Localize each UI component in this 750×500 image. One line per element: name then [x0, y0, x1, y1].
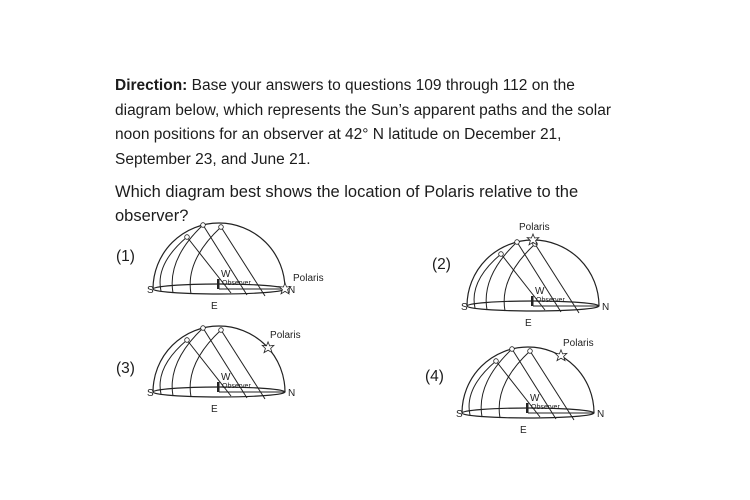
- north-label: N: [288, 388, 296, 399]
- option-3-label: (3): [116, 360, 135, 377]
- east-label: E: [211, 301, 218, 312]
- option-4-diagram: [456, 338, 604, 436]
- option-1-diagram: [147, 223, 324, 312]
- north-label: N: [602, 302, 610, 313]
- solar-noon-sun: [499, 252, 504, 257]
- polaris-label: Polaris: [270, 329, 301, 341]
- solar-noon-sun: [185, 338, 190, 343]
- observer-marker: [217, 382, 251, 392]
- polaris-label: Polaris: [563, 337, 594, 349]
- west-label: W: [221, 269, 231, 280]
- star-icon: [555, 350, 567, 361]
- option-3-diagram: [147, 326, 301, 415]
- polaris-label: Polaris: [293, 273, 324, 284]
- option-4-label: (4): [425, 368, 444, 385]
- solar-noon-sun: [515, 240, 520, 245]
- option-2-label: (2): [432, 256, 451, 273]
- observer-label: Observer: [531, 404, 560, 411]
- south-label: S: [461, 302, 468, 313]
- observer-figure: [526, 403, 529, 413]
- observer-figure: [217, 279, 220, 289]
- south-label: S: [147, 285, 154, 296]
- solar-noon-sun: [528, 349, 533, 354]
- observer-label: Observer: [536, 297, 565, 304]
- north-label: N: [597, 409, 605, 420]
- solar-noon-sun: [201, 326, 206, 331]
- polaris-label: Polaris: [519, 222, 550, 233]
- observer-marker: [526, 403, 560, 413]
- observer-marker: [217, 279, 251, 289]
- option-2-diagram: [461, 222, 609, 329]
- west-label: W: [535, 286, 545, 297]
- solar-noon-sun: [219, 225, 224, 230]
- sun-path: [469, 361, 496, 415]
- south-label: S: [147, 388, 154, 399]
- option-1-label: (1): [116, 248, 135, 265]
- solar-noon-sun: [185, 235, 190, 240]
- observer-label: Observer: [222, 280, 251, 287]
- south-label: S: [456, 409, 463, 420]
- solar-noon-sun: [201, 223, 206, 228]
- question-text: Which diagram best shows the location of Polaris relative to the observer?: [115, 183, 579, 225]
- observer-figure: [217, 382, 220, 392]
- observer-label: Observer: [222, 383, 251, 390]
- solar-noon-sun: [510, 347, 515, 352]
- direction-label: Direction:: [115, 77, 188, 94]
- north-label: N: [288, 285, 296, 296]
- sun-path: [160, 237, 187, 291]
- solar-noon-sun: [494, 359, 499, 364]
- polaris-star-icon: [555, 350, 567, 361]
- west-label: W: [221, 372, 231, 383]
- observer-marker: [531, 296, 565, 306]
- sun-path: [474, 254, 501, 308]
- west-label: W: [530, 393, 540, 404]
- east-label: E: [211, 404, 218, 415]
- east-label: E: [525, 318, 532, 329]
- east-label: E: [520, 425, 527, 436]
- sun-path: [160, 340, 187, 394]
- observer-figure: [531, 296, 534, 306]
- direction-text: Base your answers to questions 109 through 112 on the diagram below, which represents the Sun’s apparent paths and the solar noon positions for an observer at 42° N latitude on December 21, September 23, and June 21.: [115, 77, 612, 168]
- solar-noon-sun: [219, 328, 224, 333]
